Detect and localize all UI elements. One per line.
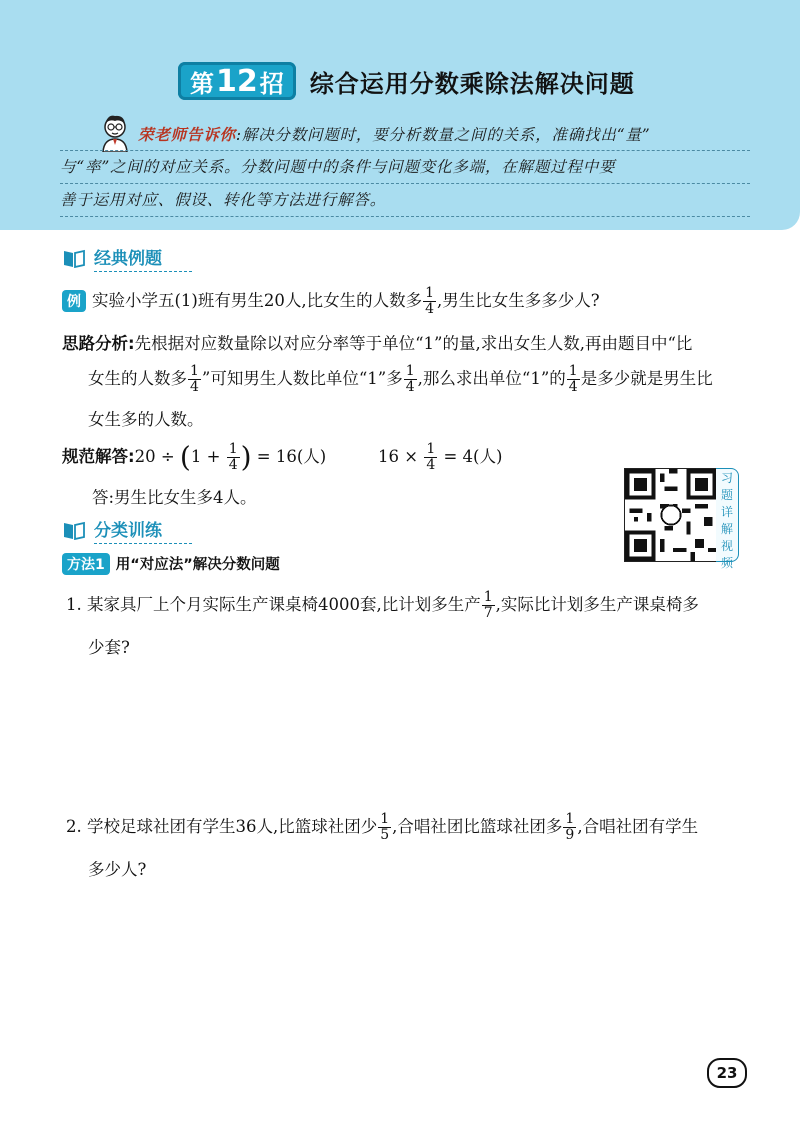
tip-line-3: 善于运用对应、假设、转化等方法进行解答。 [60,184,750,217]
solution-step-2: 16 × $\frac{1}{4}$ = 4(人) [378,441,503,473]
tip-line-1: :解决分数问题时，要分析数量之间的关系，准确找出“量” [235,126,651,144]
fraction: $\frac{1}{4}$ [405,363,415,395]
chapter-title: 综合运用分数乘除法解决问题 [309,69,635,98]
training-section-heading: 分类训练 [62,516,192,544]
solution-label: 规范解答: [62,447,135,466]
fraction: $\frac{1}{9}$ [565,811,575,843]
chapter-badge: 第 12 招 [178,62,296,100]
method-title: 用“对应法”解决分数问题 [115,557,280,573]
method-heading [62,553,280,575]
problem-2-line-1: 2. 学校足球社团有学生36人,比篮球社团少 $\frac{1}{5}$ ,合唱社团比篮球社团多 $\frac{1}{9}$ ,合唱社团有学生 [66,811,699,843]
book-icon [62,248,86,268]
fraction: $\frac{1}{7}$ [483,589,493,621]
example-answer: 答:男生比女生多4人。 [92,488,257,507]
fraction: $\frac{1}{4}$ [228,441,238,473]
analysis-line-3: 女生多的人数。 [88,410,204,429]
fraction: $\frac{1}{4}$ [426,441,436,473]
qr-code-icon[interactable] [624,468,718,562]
example-question: 例 实验小学五(1)班有男生20人,比女生的人数多 $\frac{1}{4}$ ,男生比女生多多少人? [62,286,600,317]
tip-speaker: 荣老师告诉你 [138,125,236,144]
analysis-line-2: 女生的人数多 $\frac{1}{4}$ ”可知男生人数比单位“1”多 $\frac{1}{4}$ ,那么求出单位“1”的 $\frac{1}{4}$ 是多少就是男生比 [88,363,713,395]
problem-1-line-1: 1. 某家具厂上个月实际生产课桌椅4000套,比计划多生产 $\frac{1}{7}$ ,实际比计划多生产课桌椅多 [66,589,699,621]
example-section-heading: 经典例题 [62,244,192,272]
book-icon [62,520,86,540]
method-badge: 方法1 [62,553,110,575]
tip-line-2: 与“率”之间的对应关系。分数问题中的条件与问题变化多端，在解题过程中要 [60,151,750,184]
chapter-title-row [178,60,635,102]
teacher-tip [60,118,750,217]
fraction: $\frac{1}{4}$ [568,363,578,395]
solution-line: 规范解答:20 ÷ (1 + $\frac{1}{4}$ ) = 16(人) [62,440,327,474]
example-label: 例 [62,290,86,312]
problem-2-line-2: 多少人? [88,860,147,879]
fraction: $\frac{1}{4}$ [190,363,199,395]
fraction: $\frac{1}{5}$ [380,811,390,843]
analysis-label: 思路分析: [62,334,135,353]
qr-side-label: 习 题 详 解 视 频 [716,468,739,562]
problem-1-line-2: 少套? [88,638,130,657]
analysis-line-1: 思路分析:先根据对应数量除以对应分率等于单位“1”的量,求出女生人数,再由题目中“比 [62,334,693,353]
chapter-header [0,0,800,230]
page-number: 23 [707,1058,747,1088]
fraction: $\frac{1}{4}$ [425,285,435,317]
